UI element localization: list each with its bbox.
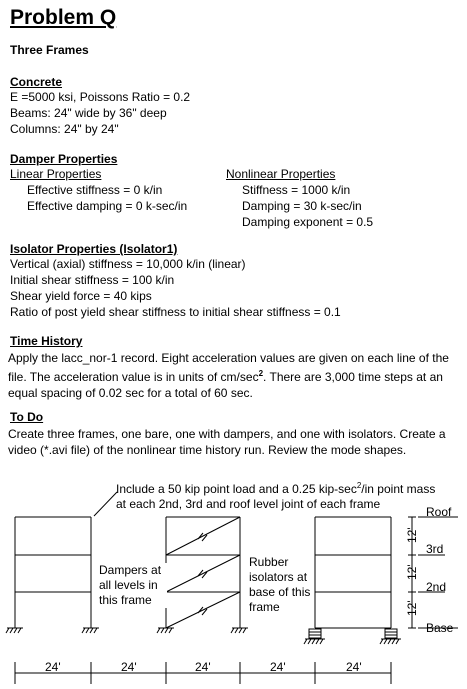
rubber-isolators-label: Rubber isolators at base of this frame [249, 555, 311, 614]
bay-width-label: 24' [346, 660, 362, 674]
rubber-isolator-icon [304, 629, 325, 644]
pin-support-icon [231, 628, 248, 633]
isolated-frame [315, 517, 391, 628]
pin-support-icon [82, 628, 99, 633]
story-height-label: 12' [405, 600, 419, 616]
story-height-label: 12' [405, 564, 419, 580]
isolator-heading: Isolator Properties (Isolator1) [10, 242, 178, 256]
level-label-base: Base [426, 621, 454, 635]
pin-support-icon [6, 628, 23, 633]
leader-line [94, 492, 117, 516]
damper-brace [166, 555, 240, 592]
level-label-2nd: 2nd [426, 580, 447, 594]
load-mass-note-b: /in point mass at each 2nd, 3rd and roof level joint of each frame [116, 482, 436, 511]
page-title: Problem Q [10, 6, 117, 29]
nonlinear-line: Stiffness = 1000 k/in [242, 183, 351, 197]
rubber-isolator-icon [380, 629, 401, 644]
damper-brace [166, 592, 240, 628]
time-history-heading: Time History [10, 334, 83, 348]
load-mass-note-a: Include a 50 kip point load and a 0.25 kip-sec [116, 482, 357, 496]
isolator-line: Shear yield force = 40 kips [10, 289, 152, 303]
isolator-line: Vertical (axial) stiffness = 10,000 k/in (linear) [10, 257, 246, 271]
damper-frame [166, 517, 240, 628]
linear-heading: Linear Properties [10, 167, 102, 181]
pin-support-icon [157, 628, 174, 633]
bay-width-label: 24' [121, 660, 137, 674]
concrete-line: E =5000 ksi, Poissons Ratio = 0.2 [10, 90, 191, 104]
nonlinear-line: Damping = 30 k-sec/in [242, 199, 362, 213]
bay-width-label: 24' [195, 660, 211, 674]
linear-line: Effective stiffness = 0 k/in [27, 183, 163, 197]
level-label-roof: Roof [426, 505, 452, 519]
load-mass-note-superscript: 2 [356, 481, 362, 490]
nonlinear-heading: Nonlinear Properties [226, 167, 336, 181]
damper-heading: Damper Properties [10, 152, 118, 166]
concrete-line: Beams: 24" wide by 36" deep [10, 106, 167, 120]
damper-brace [166, 517, 240, 555]
todo-heading: To Do [10, 410, 44, 424]
level-label-3rd: 3rd [426, 542, 444, 556]
isolator-line: Initial shear stiffness = 100 k/in [10, 273, 175, 287]
linear-line: Effective damping = 0 k-sec/in [27, 199, 188, 213]
bare-frame [15, 517, 91, 628]
isolator-line: Ratio of post yield shear stiffness to initial shear stiffness = 0.1 [10, 305, 341, 319]
concrete-heading: Concrete [10, 75, 63, 89]
time-history-text-a: Apply the lacc_nor-1 record. Eight acceleration values are given on each line of the file. The acceleration value is in units of cm/sec [8, 351, 449, 384]
story-height-label: 12' [405, 527, 419, 543]
bay-width-label: 24' [270, 660, 286, 674]
concrete-line: Columns: 24" by 24" [10, 122, 119, 136]
load-mass-note [116, 478, 446, 512]
dampers-label: Dampers at all levels in this frame [99, 563, 167, 608]
time-history-superscript: 2 [258, 369, 264, 378]
nonlinear-line: Damping exponent = 0.5 [242, 215, 374, 229]
bay-width-label: 24' [45, 660, 61, 674]
time-history-text-b: . There are 3,000 time steps at an equal spacing of 0.02 sec for a total of 60 sec. [8, 370, 443, 400]
page-subtitle: Three Frames [10, 43, 89, 57]
todo-text: Create three frames, one bare, one with dampers, and one with isolators. Create a video (*.avi file) of the nonlinear time history run. Review the mode shapes. [8, 427, 446, 457]
